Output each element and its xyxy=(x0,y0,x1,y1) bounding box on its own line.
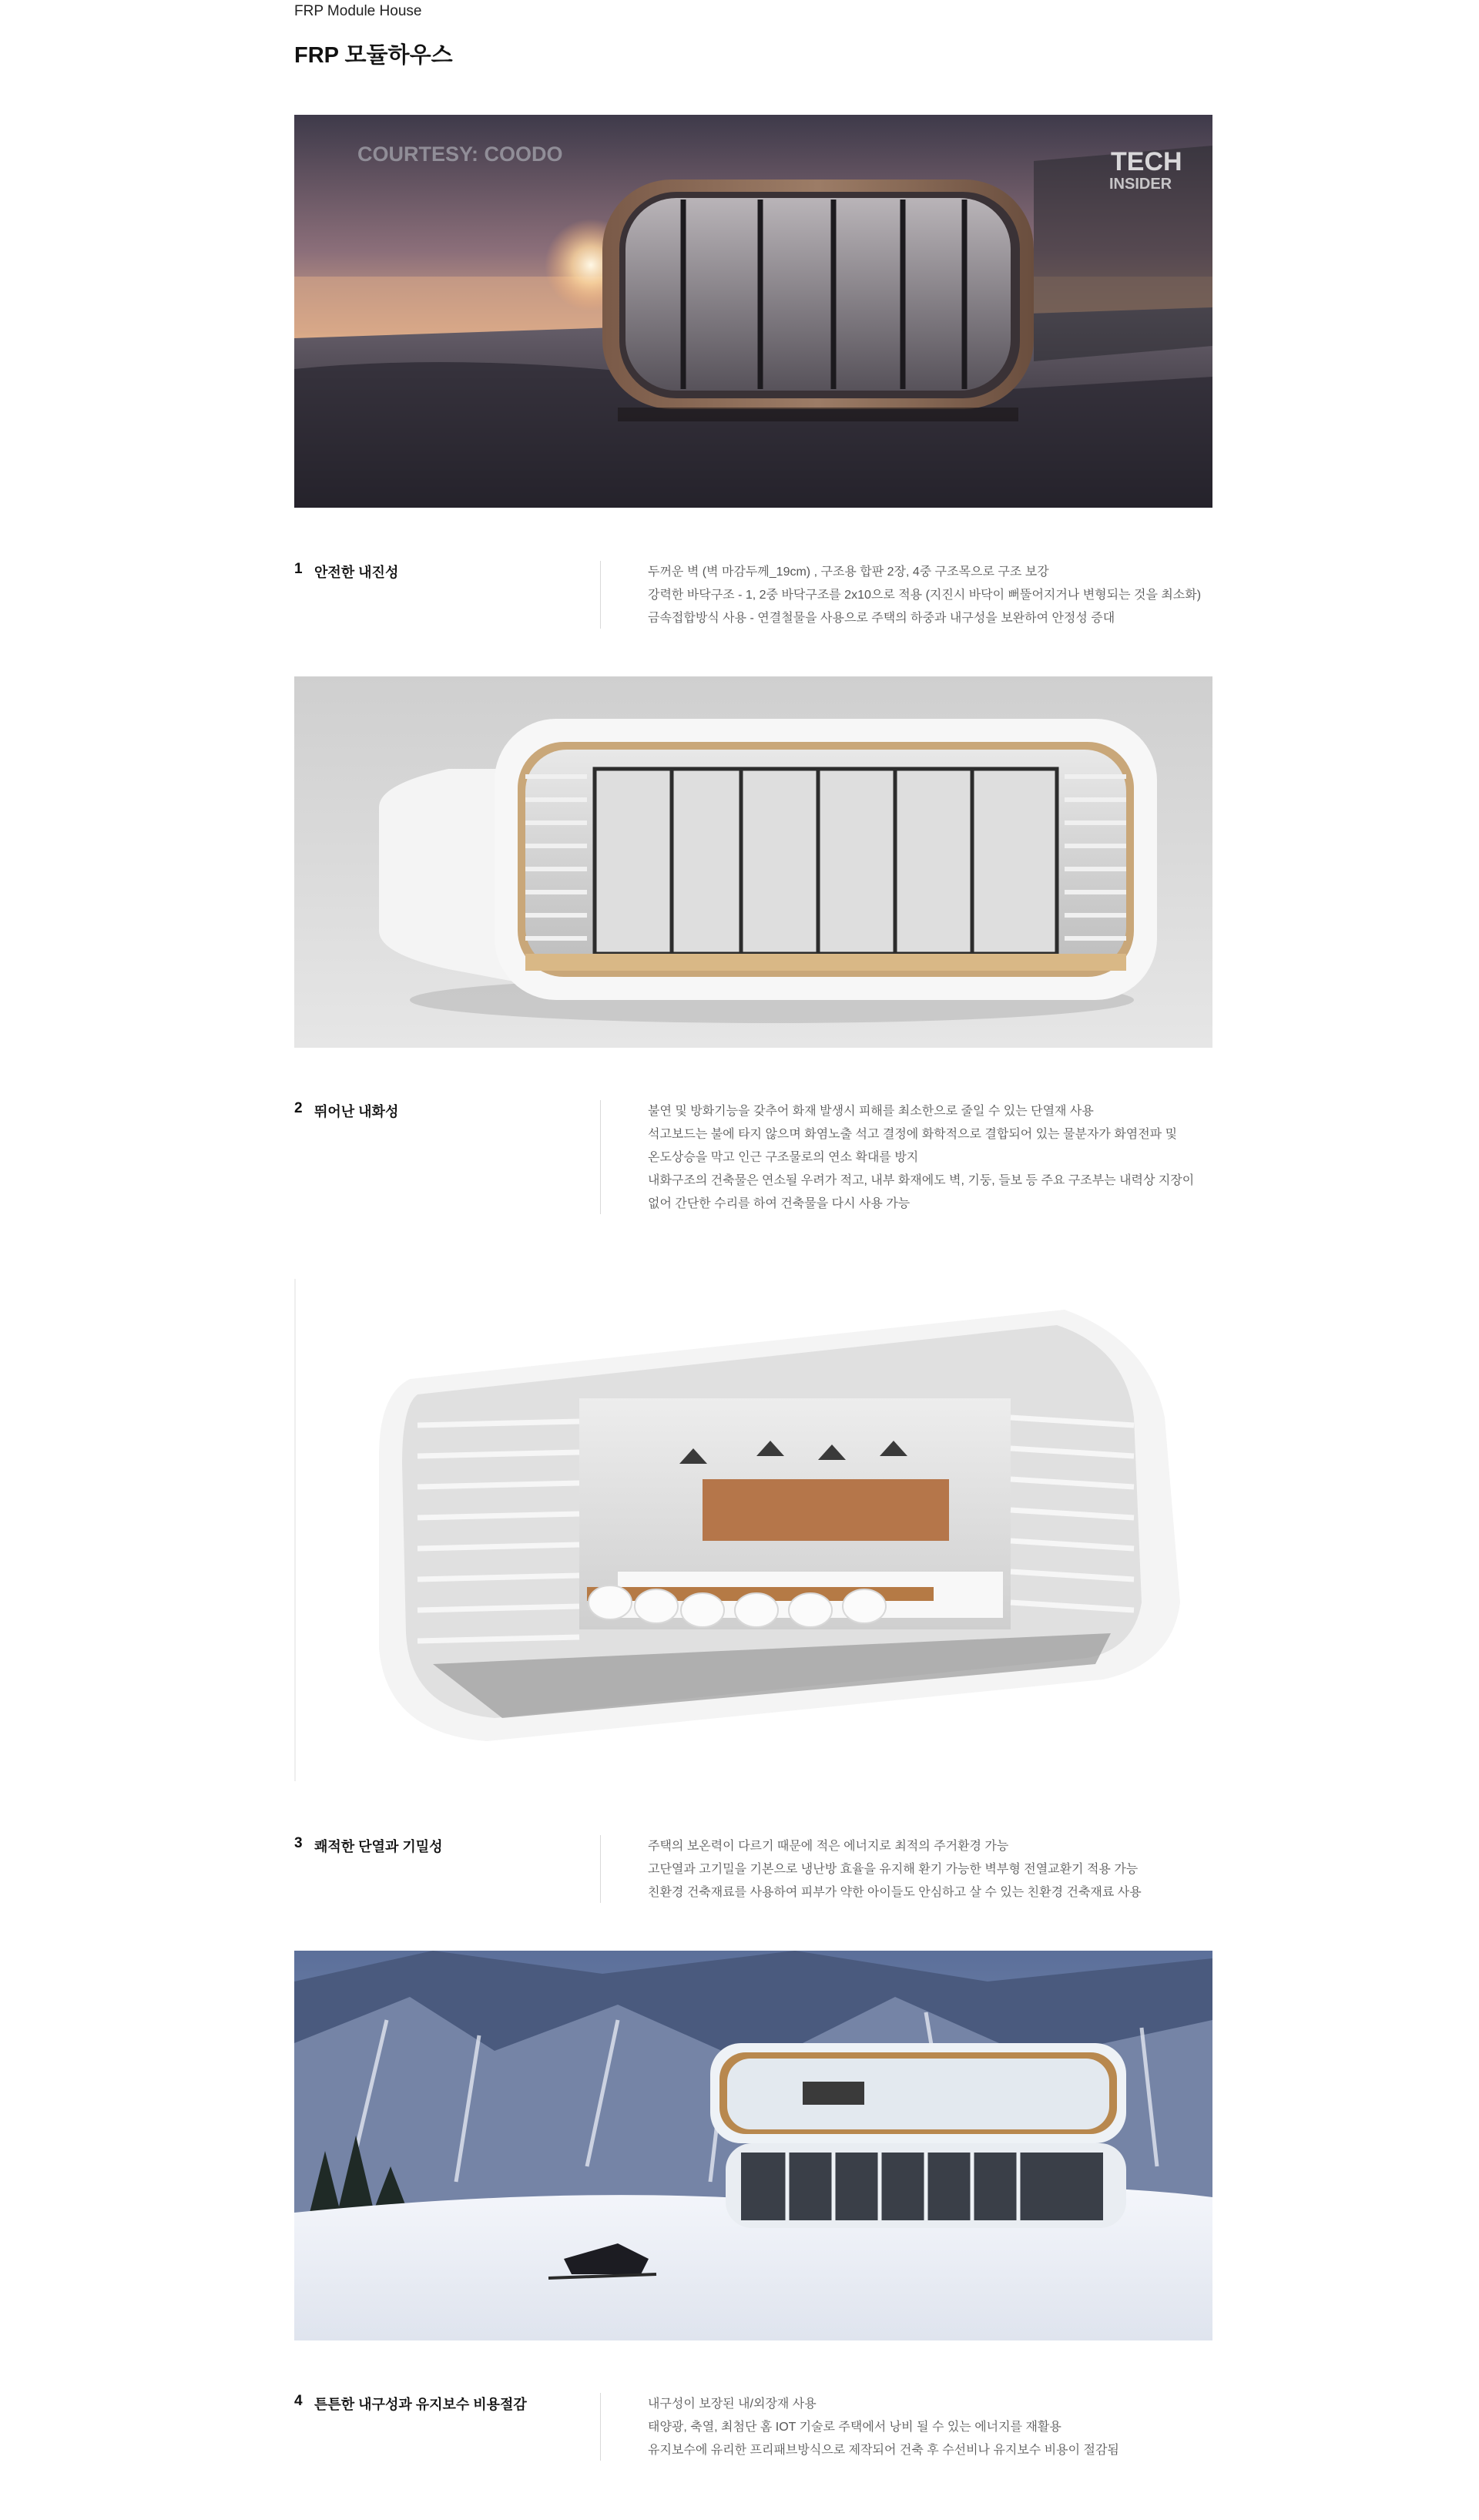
feature-description xyxy=(648,2393,1218,2462)
feature-line: 주택의 보온력이 다르기 때문에 적은 에너지로 최적의 주거환경 가능 xyxy=(648,1840,1009,1853)
feature-line: 금속접합방식 사용 - 연결철물을 사용으로 주택의 하중과 내구성을 보완하여 안정성 증대 xyxy=(648,612,1115,625)
feature-title: 안전한 내진성 xyxy=(314,565,399,580)
page-subtitle: FRP Module House xyxy=(294,3,422,19)
feature-line: 내화구조의 건축물은 연소될 우려가 적고, 내부 화재에도 벽, 기둥, 들보 등 주요 구조부는 내력상 지장이 xyxy=(648,1174,1195,1187)
feature-line: 온도상승을 막고 인근 구조물로의 연소 확대를 방지 xyxy=(648,1151,919,1164)
watermark-insider: INSIDER xyxy=(1109,176,1172,193)
feature-divider xyxy=(600,1100,601,1214)
feature-description xyxy=(648,1835,1218,1904)
feature-line: 내구성이 보장된 내/외장재 사용 xyxy=(648,2398,817,2411)
feature-line: 유지보수에 유리한 프리패브방식으로 제작되어 건축 후 수선비나 유지보수 비용이 절감됨 xyxy=(648,2444,1119,2457)
feature-line: 고단열과 고기밀을 기본으로 냉난방 효율을 유지해 환기 가능한 벽부형 전열교환기 적용 가능 xyxy=(648,1863,1139,1876)
feature-2 xyxy=(294,1100,1212,1217)
feature-4 xyxy=(294,2393,1212,2464)
feature-number: 2 xyxy=(294,1100,303,1116)
feature-line: 두꺼운 벽 (벽 마감두께_19cm) , 구조용 합판 2장, 4중 구조목으로 구조 보강 xyxy=(648,565,1049,579)
feature-title: 쾌적한 단열과 기밀성 xyxy=(314,1839,443,1854)
exterior-white-module-image xyxy=(294,676,1212,1048)
feature-title: 뛰어난 내화성 xyxy=(314,1104,399,1119)
feature-line: 불연 및 방화기능을 갖추어 화재 발생시 피해를 최소한으로 줄일 수 있는 단열재 사용 xyxy=(648,1105,1094,1118)
feature-number: 3 xyxy=(294,1835,303,1851)
feature-line: 친환경 건축재료를 사용하여 피부가 약한 아이들도 안심하고 살 수 있는 친환경 건축재료 사용 xyxy=(648,1886,1142,1899)
interior-cafe-module-image xyxy=(294,1263,1212,1781)
feature-line: 없어 간단한 수리를 하여 건축물을 다시 사용 가능 xyxy=(648,1197,911,1210)
feature-line: 태양광, 축열, 최첨단 홈 IOT 기술로 주택에서 낭비 될 수 있는 에너지를 재활용 xyxy=(648,2421,1061,2434)
hero-image xyxy=(294,115,1212,508)
feature-number: 4 xyxy=(294,2393,303,2409)
watermark-courtesy: COURTESY: COODO xyxy=(357,143,563,166)
feature-description xyxy=(648,561,1218,630)
feature-line: 강력한 바닥구조 - 1, 2중 바닥구조를 2x10으로 적용 (지진시 바닥이 뻐뚤어지거나 변형되는 것을 최소화) xyxy=(648,589,1202,602)
feature-3 xyxy=(294,1835,1212,1906)
snow-mountain-module-image xyxy=(294,1951,1212,2340)
feature-number: 1 xyxy=(294,561,303,577)
feature-1 xyxy=(294,561,1212,632)
feature-divider xyxy=(600,561,601,629)
feature-divider xyxy=(600,2393,601,2461)
watermark-tech: TECH xyxy=(1111,147,1182,176)
feature-line: 석고보드는 불에 타지 않으며 화염노출 석고 결정에 화학적으로 결합되어 있는 물분자가 화염전파 및 xyxy=(648,1128,1178,1141)
feature-divider xyxy=(600,1835,601,1903)
feature-title: 튼튼한 내구성과 유지보수 비용절감 xyxy=(314,2397,527,2412)
feature-description xyxy=(648,1100,1218,1216)
page-title: FRP 모듈하우스 xyxy=(294,43,453,68)
